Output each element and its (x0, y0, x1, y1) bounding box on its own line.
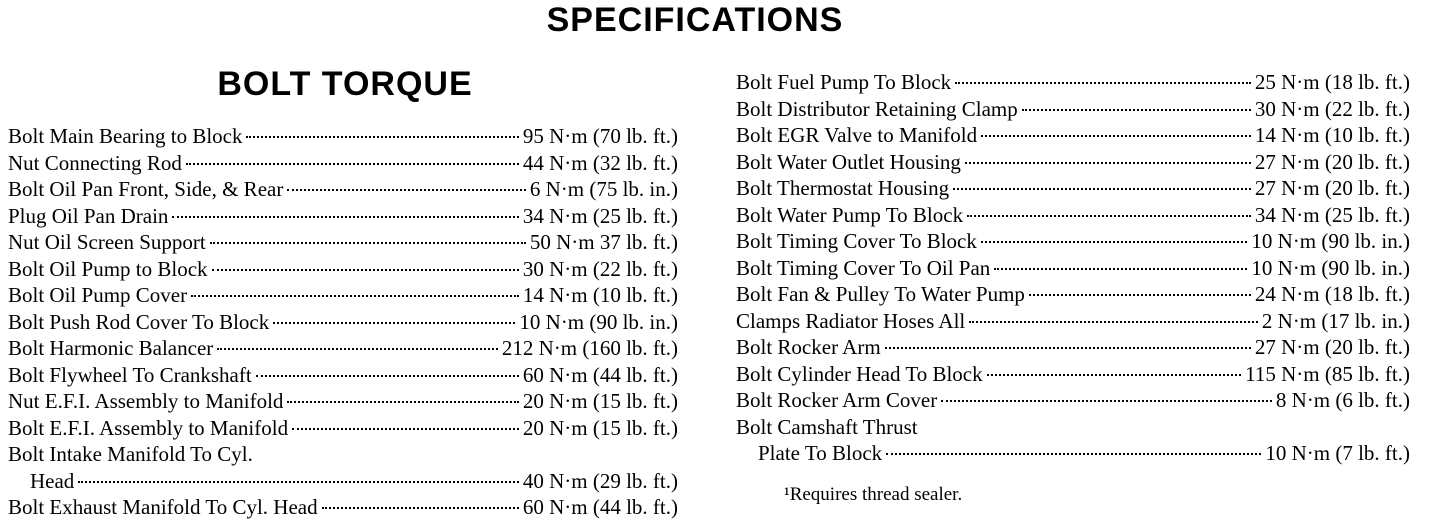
spec-label: Bolt Flywheel To Crankshaft (8, 362, 252, 387)
spec-label: Bolt Oil Pan Front, Side, & Rear (8, 177, 284, 201)
dot-leader (191, 295, 519, 297)
spec-row (8, 309, 678, 336)
spec-label: Bolt E.F.I. Assembly to Manifold (8, 415, 289, 440)
spec-value: 34 N·m (25 lb. ft.) (1254, 202, 1410, 227)
section-title-bolt-torque: BOLT TORQUE (217, 65, 473, 103)
spec-value: 27 N·m (20 lb. ft.) (1254, 176, 1410, 200)
spec-value: 6 N·m (75 lb. in.) (529, 177, 678, 201)
spec-label: Clamps Radiator Hoses All (736, 308, 966, 333)
spec-value: 2 N·m (17 lb. in.) (1261, 308, 1410, 333)
spec-label: Bolt Exhaust Manifold To Cyl. Head (8, 495, 318, 519)
spec-label: Nut E.F.I. Assembly to Manifold (8, 389, 284, 413)
spec-label: Bolt Timing Cover To Block (736, 229, 977, 253)
spec-value: 10 N·m (90 lb. in.) (519, 309, 678, 334)
spec-row (736, 361, 1410, 388)
dot-leader (246, 136, 518, 138)
spec-row (736, 202, 1410, 229)
spec-value: 44 N·m (32 lb. ft.) (522, 150, 678, 175)
spec-value: 30 N·m (22 lb. ft.) (1254, 96, 1410, 121)
dot-leader (186, 163, 519, 165)
spec-row (736, 69, 1410, 96)
spec-row (8, 229, 678, 256)
spec-row (8, 441, 678, 468)
spec-row (8, 362, 678, 389)
spec-label: Bolt Rocker Arm (736, 335, 881, 359)
spec-label: Nut Connecting Rod (8, 150, 182, 175)
spec-row (736, 414, 1410, 441)
dot-leader (987, 374, 1242, 376)
spec-value: 25 N·m (18 lb. ft.) (1254, 70, 1410, 94)
spec-row (736, 255, 1410, 282)
spec-label: Bolt Water Outlet Housing (736, 149, 961, 174)
spec-value: 27 N·m (20 lb. ft.) (1254, 149, 1410, 174)
spec-value: 60 N·m (44 lb. ft.) (522, 362, 678, 387)
spec-label: Bolt Main Bearing to Block (8, 124, 243, 148)
spec-value: 20 N·m (15 lb. ft.) (522, 389, 678, 413)
dot-leader (965, 162, 1251, 164)
dot-leader (212, 269, 519, 271)
spec-row (8, 494, 678, 521)
spec-row (736, 308, 1410, 335)
dot-leader (256, 375, 519, 377)
torque-list-right (736, 69, 1410, 467)
dot-leader (292, 428, 519, 430)
spec-value: 50 N·m 37 lb. ft.) (529, 230, 678, 254)
dot-leader (217, 348, 498, 350)
spec-label-continued: Head (30, 468, 75, 493)
dot-leader (967, 215, 1251, 217)
spec-row (736, 175, 1410, 202)
spec-label: Bolt Camshaft Thrust (736, 414, 918, 439)
dot-leader (78, 481, 519, 483)
dot-leader (172, 216, 518, 218)
spec-row (8, 415, 678, 442)
dot-leader (322, 507, 519, 509)
dot-leader (1022, 109, 1251, 111)
torque-list-left (8, 123, 678, 521)
dot-leader (955, 82, 1251, 84)
spec-row (8, 176, 678, 203)
spec-row-continued (8, 468, 678, 495)
spec-value: 212 N·m (160 lb. ft.) (501, 336, 678, 360)
dot-leader (953, 188, 1251, 190)
spec-label-continued: Plate To Block (758, 441, 883, 465)
dot-leader (981, 241, 1247, 243)
spec-value: 10 N·m (7 lb. ft.) (1265, 441, 1410, 465)
spec-label: Bolt Oil Pump Cover (8, 283, 188, 307)
spec-row-continued (736, 440, 1410, 467)
spec-row (8, 123, 678, 150)
spec-value: 8 N·m (6 lb. ft.) (1275, 388, 1410, 412)
dot-leader (941, 400, 1272, 402)
spec-label: Bolt Fuel Pump To Block (736, 70, 952, 94)
spec-value: 20 N·m (15 lb. ft.) (522, 415, 678, 440)
dot-leader (273, 322, 515, 324)
spec-row (8, 256, 678, 283)
spec-row (8, 335, 678, 362)
spec-row (736, 281, 1410, 308)
spec-value: 27 N·m (20 lb. ft.) (1254, 335, 1410, 359)
spec-value: 14 N·m (10 lb. ft.) (522, 283, 678, 307)
footnote: ¹Requires thread sealer. (784, 484, 963, 505)
dot-leader (210, 242, 526, 244)
spec-label: Bolt Oil Pump to Block (8, 256, 208, 281)
spec-label: Bolt Water Pump To Block (736, 202, 964, 227)
dot-leader (287, 401, 518, 403)
spec-row (736, 228, 1410, 255)
spec-label: Bolt Fan & Pulley To Water Pump (736, 282, 1025, 306)
spec-label: Bolt Harmonic Balancer (8, 336, 214, 360)
dot-leader (885, 347, 1251, 349)
dot-leader (994, 268, 1247, 270)
spec-label: Bolt Thermostat Housing (736, 176, 950, 200)
spec-row (736, 387, 1410, 414)
dot-leader (981, 135, 1251, 137)
spec-value: 60 N·m (44 lb. ft.) (522, 495, 678, 519)
dot-leader (1029, 294, 1251, 296)
spec-row (8, 388, 678, 415)
spec-label: Bolt Push Rod Cover To Block (8, 309, 270, 334)
dot-leader (969, 321, 1258, 323)
spec-value: 95 N·m (70 lb. ft.) (522, 124, 678, 148)
spec-row (736, 334, 1410, 361)
spec-label: Bolt Cylinder Head To Block (736, 361, 983, 386)
spec-row (8, 150, 678, 177)
spec-label: Nut Oil Screen Support (8, 230, 206, 254)
spec-row (8, 282, 678, 309)
page-title: SPECIFICATIONS (546, 1, 844, 39)
spec-value: 115 N·m (85 lb. ft.) (1245, 361, 1410, 386)
spec-value: 40 N·m (29 lb. ft.) (522, 468, 678, 493)
spec-label: Bolt Distributor Retaining Clamp (736, 96, 1018, 121)
spec-label: Plug Oil Pan Drain (8, 203, 169, 228)
dot-leader (287, 189, 526, 191)
spec-label: Bolt Timing Cover To Oil Pan (736, 255, 991, 280)
spec-label: Bolt Intake Manifold To Cyl. (8, 442, 253, 466)
spec-value: 24 N·m (18 lb. ft.) (1254, 282, 1410, 306)
spec-value: 10 N·m (90 lb. in.) (1251, 255, 1410, 280)
spec-row (736, 96, 1410, 123)
spec-row (736, 122, 1410, 149)
spec-value: 30 N·m (22 lb. ft.) (522, 256, 678, 281)
spec-value: 34 N·m (25 lb. ft.) (522, 203, 678, 228)
spec-row (8, 203, 678, 230)
spec-row (736, 149, 1410, 176)
spec-value: 14 N·m (10 lb. ft.) (1254, 123, 1410, 147)
spec-label: Bolt Rocker Arm Cover (736, 388, 938, 412)
spec-value: 10 N·m (90 lb. in.) (1251, 229, 1410, 253)
spec-label: Bolt EGR Valve to Manifold (736, 123, 978, 147)
dot-leader (886, 453, 1261, 455)
